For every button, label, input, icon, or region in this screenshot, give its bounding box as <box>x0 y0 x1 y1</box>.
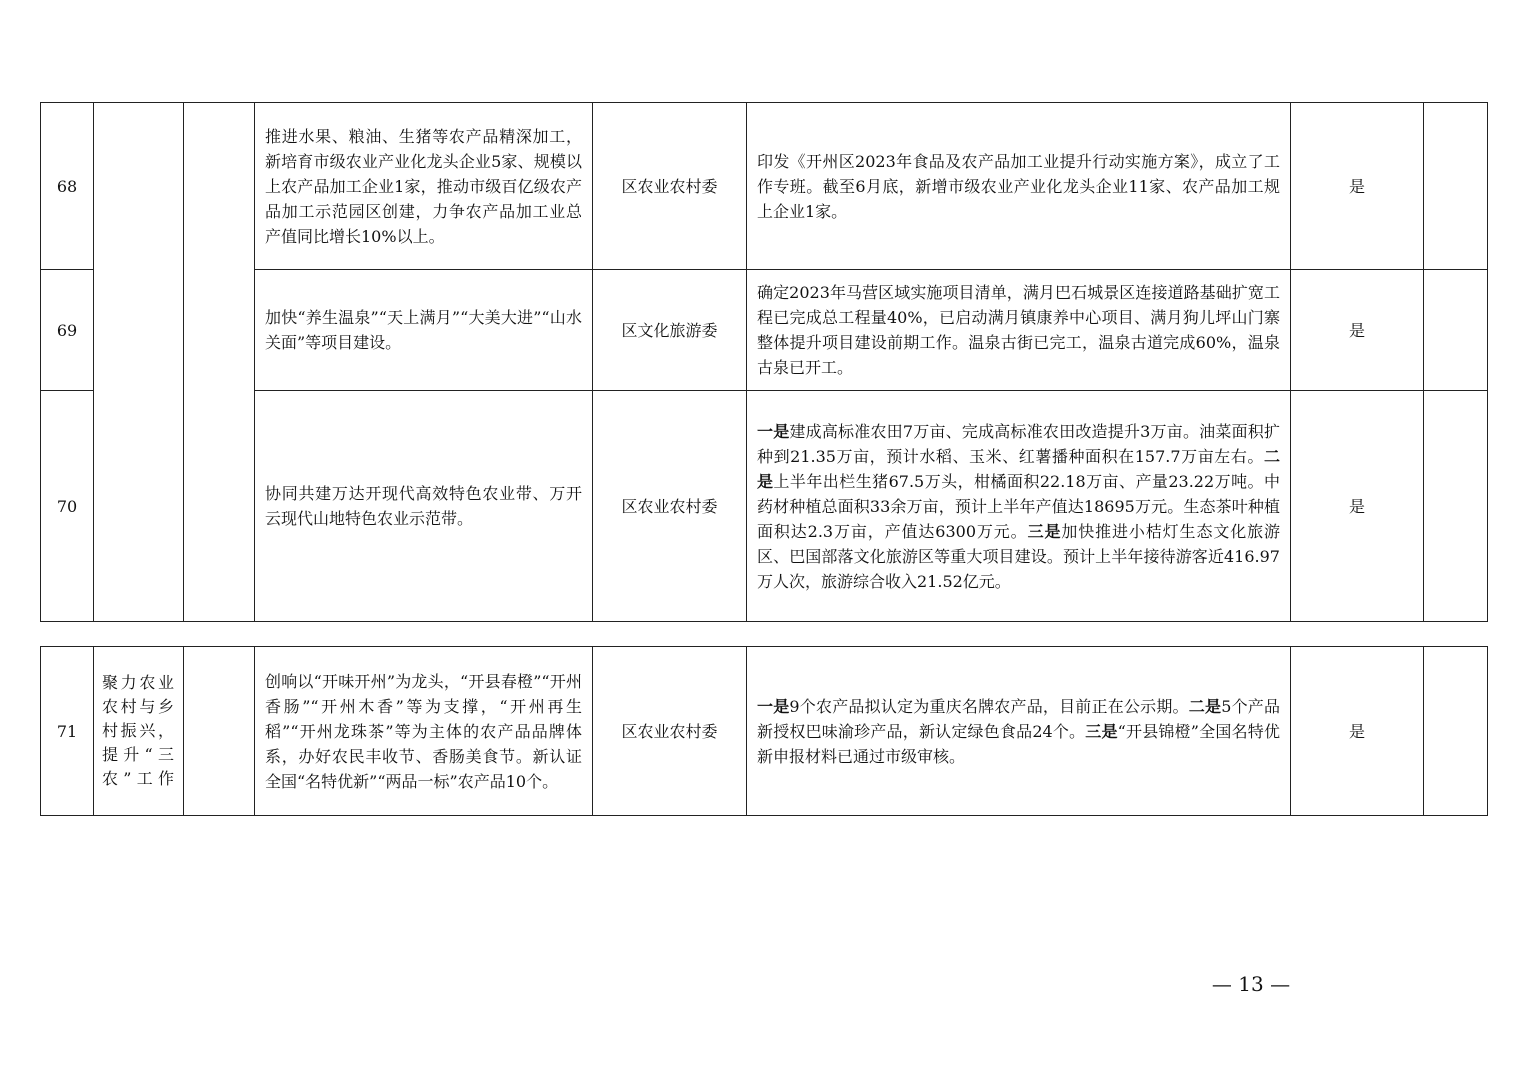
table-row <box>41 391 1488 622</box>
row-number: 71 <box>41 647 94 816</box>
remark-cell <box>1424 103 1488 270</box>
category-cell: 聚力农业农村与乡村振兴，提升“三农”工作 <box>94 647 184 816</box>
progress-description: 确定2023年马营区域实施项目清单，满月巴石城景区连接道路基础扩宽工程已完成总工程量40%，已启动满月镇康养中心项目、满月狗儿坪山门寨整体提升项目建设前期工作。温泉古街已完工，温泉古道完成60%，温泉古泉已开工。 <box>747 270 1291 391</box>
task-description: 加快“养生温泉”“天上满月”“大美大进”“山水关面”等项目建设。 <box>255 270 593 391</box>
point-text: 9个农产品拟认定为重庆名牌农产品，目前正在公示期。 <box>789 696 1189 716</box>
point-label: 一是 <box>757 421 790 441</box>
remark-cell <box>1424 647 1488 816</box>
status-cell: 是 <box>1291 103 1424 270</box>
responsible-department: 区农业农村委 <box>593 103 747 270</box>
point-label: 三是 <box>1085 721 1118 741</box>
category-cell <box>94 103 184 622</box>
point-text: 加快推进小桔灯生态文化旅游区、巴国部落文化旅游区等重大项目建设。预计上半年接待游客近416.97万人次，旅游综合收入21.52亿元。 <box>757 521 1280 591</box>
point-text: 5个产品新授权巴味渝珍产品，新认定绿色食品24个。 <box>757 696 1280 741</box>
progress-description: 印发《开州区2023年食品及农产品加工业提升行动实施方案》，成立了工作专班。截至6月底，新增市级农业产业化龙头企业11家、农产品加工规上企业1家。 <box>747 103 1291 270</box>
task-description: 协同共建万达开现代高效特色农业带、万开云现代山地特色农业示范带。 <box>255 391 593 622</box>
task-description: 推进水果、粮油、生猪等农产品精深加工，新培育市级农业产业化龙头企业5家、规模以上农产品加工企业1家，推动市级百亿级农产品加工示范园区创建，力争农产品加工业总产值同比增长10%以上。 <box>255 103 593 270</box>
point-label: 三是 <box>1027 521 1062 541</box>
row-number: 68 <box>41 103 94 270</box>
table-row <box>41 103 1488 270</box>
point-text: 建成高标准农田7万亩、完成高标准农田改造提升3万亩。油菜面积扩种到21.35万亩，预计水稻、玉米、红薯播种面积在157.7万亩左右。 <box>757 421 1280 466</box>
progress-description <box>747 647 1291 816</box>
status-cell: 是 <box>1291 391 1424 622</box>
row-number: 69 <box>41 270 94 391</box>
point-label: 二是 <box>757 446 1280 491</box>
task-table-upper <box>40 102 1488 622</box>
remark-cell <box>1424 270 1488 391</box>
progress-description <box>747 391 1291 622</box>
page-number: — 13 — <box>1211 972 1291 996</box>
task-description: 创响以“开味开州”为龙头，“开县春橙”“开州香肠”“开州木香”等为支撑，“开州再生稻”“开州龙珠茶”等为主体的农产品品牌体系，办好农民丰收节、香肠美食节。新认证全国“名特优新”“两品一标”农产品10个。 <box>255 647 593 816</box>
point-label: 一是 <box>757 696 790 716</box>
responsible-department: 区农业农村委 <box>593 647 747 816</box>
responsible-department: 区文化旅游委 <box>593 270 747 391</box>
point-text: “开县锦橙”全国名特优新申报材料已通过市级审核。 <box>757 721 1280 766</box>
table-row <box>41 647 1488 816</box>
point-text: 上半年出栏生猪67.5万头，柑橘面积22.18万亩、产量23.22万吨。中药材种植总面积33余万亩，预计上半年产值达18695万元。生态茶叶种植面积达2.3万亩，产值达6300万元。 <box>757 471 1280 541</box>
status-cell: 是 <box>1291 647 1424 816</box>
remark-cell <box>1424 391 1488 622</box>
table-row <box>41 270 1488 391</box>
subcategory-cell <box>184 647 255 816</box>
row-number: 70 <box>41 391 94 622</box>
status-cell: 是 <box>1291 270 1424 391</box>
responsible-department: 区农业农村委 <box>593 391 747 622</box>
subcategory-cell <box>184 103 255 622</box>
task-table-lower <box>40 646 1488 816</box>
point-label: 二是 <box>1188 696 1222 716</box>
